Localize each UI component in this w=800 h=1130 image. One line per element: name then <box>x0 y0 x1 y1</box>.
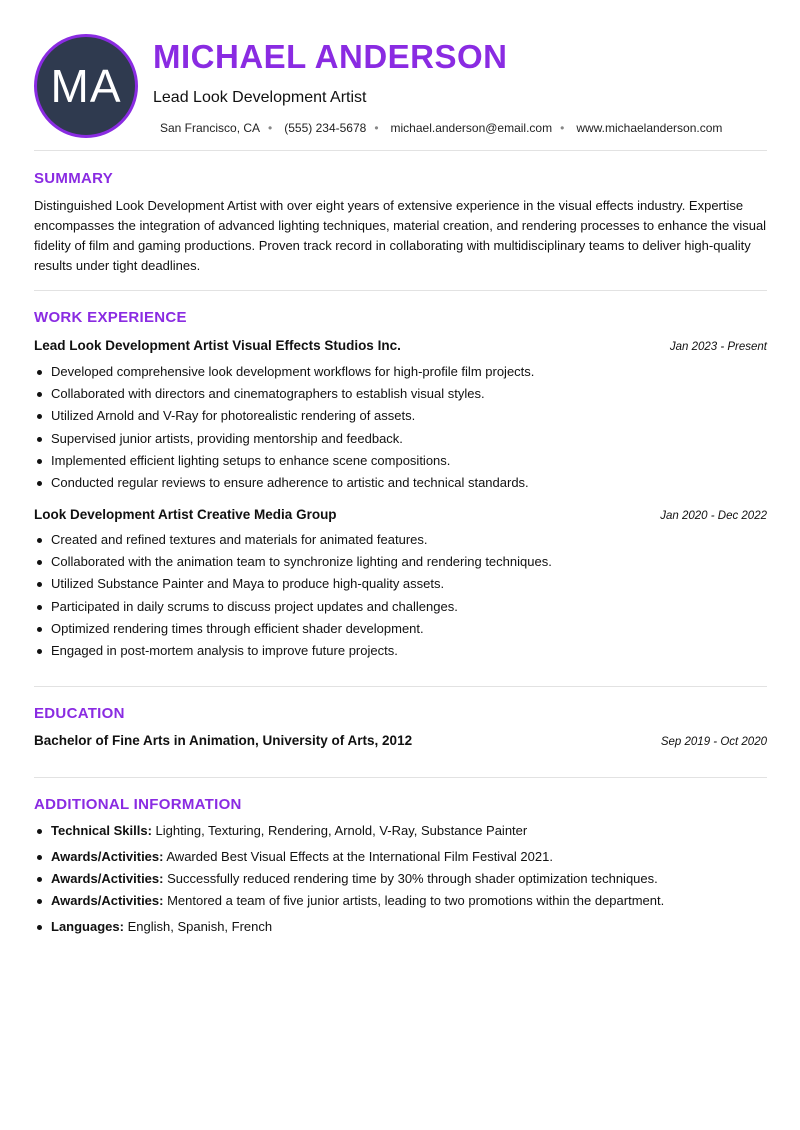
list-item: Supervised junior artists, providing mentorship and feedback. <box>51 428 534 450</box>
contact-email: michael.anderson@email.com <box>390 121 553 135</box>
divider <box>34 150 767 151</box>
list-item: Utilized Substance Painter and Maya to produce high-quality assets. <box>51 573 552 595</box>
job-header <box>34 338 767 353</box>
info-text: English, Spanish, French <box>123 919 273 934</box>
info-text: Successfully reduced rendering time by 30% through shader optimization techniques. <box>163 871 658 886</box>
job-bullets <box>34 529 552 662</box>
additional-info-list <box>34 820 664 938</box>
divider <box>34 777 767 778</box>
job-dates: Jan 2020 - Dec 2022 <box>660 510 767 522</box>
contact-phone: (555) 234-5678 <box>284 121 367 135</box>
list-item <box>51 890 664 912</box>
list-item: Collaborated with the animation team to synchronize lighting and rendering techniques. <box>51 551 552 573</box>
list-item: Created and refined textures and materials for animated features. <box>51 529 552 551</box>
summary-heading: SUMMARY <box>34 170 114 187</box>
info-text: Mentored a team of five junior artists, leading to two promotions within the department. <box>163 893 665 908</box>
education-heading: EDUCATION <box>34 705 125 722</box>
info-label: Awards/Activities: <box>51 871 164 886</box>
info-label: Languages: <box>51 919 124 934</box>
job-header <box>34 507 767 522</box>
list-item <box>51 868 664 890</box>
job-bullets <box>34 361 534 494</box>
additional-info-heading: ADDITIONAL INFORMATION <box>34 796 242 813</box>
contact-location: San Francisco, CA <box>160 121 261 135</box>
avatar <box>34 34 138 138</box>
candidate-title: Lead Look Development Artist <box>153 89 367 106</box>
job-role: Look Development Artist Creative Media Group <box>34 507 337 522</box>
list-item <box>51 820 664 842</box>
list-item: Collaborated with directors and cinematographers to establish visual styles. <box>51 383 534 405</box>
list-item: Implemented efficient lighting setups to enhance scene compositions. <box>51 450 534 472</box>
job-role: Lead Look Development Artist Visual Effects Studios Inc. <box>34 338 401 353</box>
divider <box>34 686 767 687</box>
job-dates: Jan 2023 - Present <box>669 341 767 353</box>
work-experience-heading: WORK EXPERIENCE <box>34 309 187 326</box>
list-item: Utilized Arnold and V-Ray for photorealistic rendering of assets. <box>51 405 534 427</box>
list-item <box>51 916 664 938</box>
candidate-name: MICHAEL ANDERSON <box>153 38 508 75</box>
info-label: Awards/Activities: <box>51 849 164 864</box>
list-item: Conducted regular reviews to ensure adherence to artistic and technical standards. <box>51 472 534 494</box>
info-text: Lighting, Texturing, Rendering, Arnold, V-Ray, Substance Painter <box>151 823 528 838</box>
contact-line <box>160 121 722 135</box>
list-item <box>51 846 664 868</box>
separator-dot: • <box>560 121 565 135</box>
info-label: Awards/Activities: <box>51 893 164 908</box>
contact-website: www.michaelanderson.com <box>576 121 723 135</box>
separator-dot: • <box>268 121 273 135</box>
divider <box>34 290 767 291</box>
summary-text: Distinguished Look Development Artist with over eight years of extensive experience in the visual effects industry. Expertise encompasses the integration of advanced lighting techniques, material creation, and rendering processes to enhance the visual fidelity of film and gaming productions. Proven track record in collaborating with multidisciplinary teams to deliver high-quality results under tight deadlines. <box>34 198 767 273</box>
education-dates: Sep 2019 - Oct 2020 <box>660 736 767 748</box>
education-degree: Bachelor of Fine Arts in Animation, University of Arts, 2012 <box>34 733 413 748</box>
info-label: Technical Skills: <box>51 823 152 838</box>
avatar-initials: MA <box>50 60 122 112</box>
education-entry <box>34 733 767 748</box>
separator-dot: • <box>374 121 379 135</box>
list-item: Participated in daily scrums to discuss project updates and challenges. <box>51 596 552 618</box>
list-item: Optimized rendering times through efficient shader development. <box>51 618 552 640</box>
info-text: Awarded Best Visual Effects at the International Film Festival 2021. <box>163 849 553 864</box>
list-item: Engaged in post-mortem analysis to improve future projects. <box>51 640 552 662</box>
list-item: Developed comprehensive look development workflows for high-profile film projects. <box>51 361 534 383</box>
